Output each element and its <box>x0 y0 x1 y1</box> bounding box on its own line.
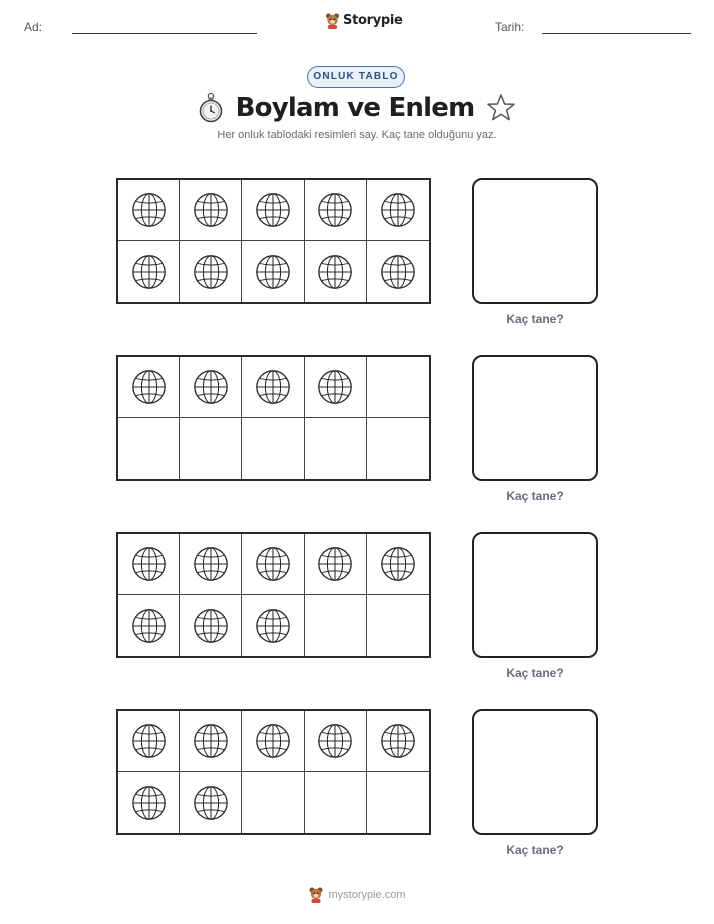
globe-icon <box>192 191 230 229</box>
bear-mascot-icon <box>325 12 340 29</box>
ten-frame-cell <box>180 418 242 479</box>
ten-frame-cell <box>367 534 429 595</box>
ten-frame-cell <box>118 241 180 302</box>
ten-frame-cell <box>242 357 304 418</box>
ten-frame-cell <box>118 418 180 479</box>
globe-icon <box>192 784 230 822</box>
name-field[interactable] <box>72 33 257 34</box>
ten-frame-cell <box>242 534 304 595</box>
answer-label-2: Kaç tane? <box>506 489 564 503</box>
bear-mascot-icon <box>308 886 324 903</box>
ten-frame-cell <box>180 357 242 418</box>
ten-frame-cell <box>118 180 180 241</box>
globe-icon <box>254 368 292 406</box>
globe-icon <box>130 191 168 229</box>
category-badge: ONLUK TABLO <box>307 66 405 88</box>
brand-name: Storypie <box>343 13 403 28</box>
globe-icon <box>379 722 417 760</box>
globe-icon <box>130 253 168 291</box>
ten-frame-cell <box>367 418 429 479</box>
globe-icon <box>254 722 292 760</box>
ten-frame-cell <box>305 595 367 656</box>
globe-icon <box>192 368 230 406</box>
ten-frame-cell <box>118 534 180 595</box>
globe-icon <box>316 545 354 583</box>
ten-frame-cell <box>305 357 367 418</box>
globe-icon <box>316 253 354 291</box>
globe-icon <box>130 784 168 822</box>
ten-frame-cell <box>242 711 304 772</box>
ten-frame-cell <box>242 180 304 241</box>
ten-frame-2 <box>116 355 431 481</box>
ten-frame-cell <box>367 711 429 772</box>
globe-icon <box>130 607 168 645</box>
globe-icon <box>254 607 292 645</box>
ten-frame-cell <box>180 595 242 656</box>
ten-frame-cell <box>367 772 429 833</box>
globe-icon <box>379 545 417 583</box>
answer-label-3: Kaç tane? <box>506 666 564 680</box>
footer-link[interactable]: mystorypie.com <box>328 888 406 901</box>
worksheet-title: Boylam ve Enlem <box>235 93 475 123</box>
ten-frame-cell <box>180 534 242 595</box>
ten-frame-cell <box>305 180 367 241</box>
date-label: Tarih: <box>495 20 525 34</box>
ten-frame-cell <box>367 357 429 418</box>
ten-frame-cell <box>367 180 429 241</box>
ten-frame-cell <box>180 241 242 302</box>
ten-frame-cell <box>118 772 180 833</box>
globe-icon <box>192 722 230 760</box>
answer-box-3[interactable] <box>472 532 598 658</box>
globe-icon <box>379 253 417 291</box>
globe-icon <box>254 545 292 583</box>
ten-frame-cell <box>242 772 304 833</box>
answer-box-4[interactable] <box>472 709 598 835</box>
ten-frame-cell <box>305 711 367 772</box>
brand-logo <box>325 12 403 29</box>
answer-box-1[interactable] <box>472 178 598 304</box>
ten-frame-cell <box>118 595 180 656</box>
ten-frame-cell <box>118 711 180 772</box>
ten-frame-cell <box>118 357 180 418</box>
ten-frame-cell <box>242 418 304 479</box>
globe-icon <box>254 253 292 291</box>
answer-label-4: Kaç tane? <box>506 843 564 857</box>
globe-icon <box>316 368 354 406</box>
globe-icon <box>130 368 168 406</box>
date-field[interactable] <box>542 33 691 34</box>
ten-frame-cell <box>305 241 367 302</box>
answer-box-2[interactable] <box>472 355 598 481</box>
ten-frame-cell <box>305 418 367 479</box>
pocket-watch-icon <box>198 92 224 124</box>
globe-icon <box>130 722 168 760</box>
globe-icon <box>254 191 292 229</box>
globe-icon <box>316 191 354 229</box>
footer <box>0 886 714 903</box>
ten-frame-cell <box>180 772 242 833</box>
globe-icon <box>379 191 417 229</box>
ten-frame-4 <box>116 709 431 835</box>
ten-frame-cell <box>305 772 367 833</box>
answer-label-1: Kaç tane? <box>506 312 564 326</box>
ten-frame-cell <box>242 595 304 656</box>
ten-frame-cell <box>367 595 429 656</box>
name-label: Ad: <box>24 20 43 34</box>
globe-icon <box>130 545 168 583</box>
instructions: Her onluk tablodaki resimleri say. Kaç tane olduğunu yaz. <box>217 129 497 141</box>
ten-frame-1 <box>116 178 431 304</box>
ten-frame-cell <box>367 241 429 302</box>
globe-icon <box>192 253 230 291</box>
title-row <box>0 90 714 126</box>
star-icon <box>486 93 516 123</box>
globe-icon <box>192 545 230 583</box>
ten-frame-cell <box>180 180 242 241</box>
globe-icon <box>192 607 230 645</box>
globe-icon <box>316 722 354 760</box>
ten-frame-cell <box>305 534 367 595</box>
ten-frame-cell <box>242 241 304 302</box>
ten-frame-3 <box>116 532 431 658</box>
ten-frame-cell <box>180 711 242 772</box>
